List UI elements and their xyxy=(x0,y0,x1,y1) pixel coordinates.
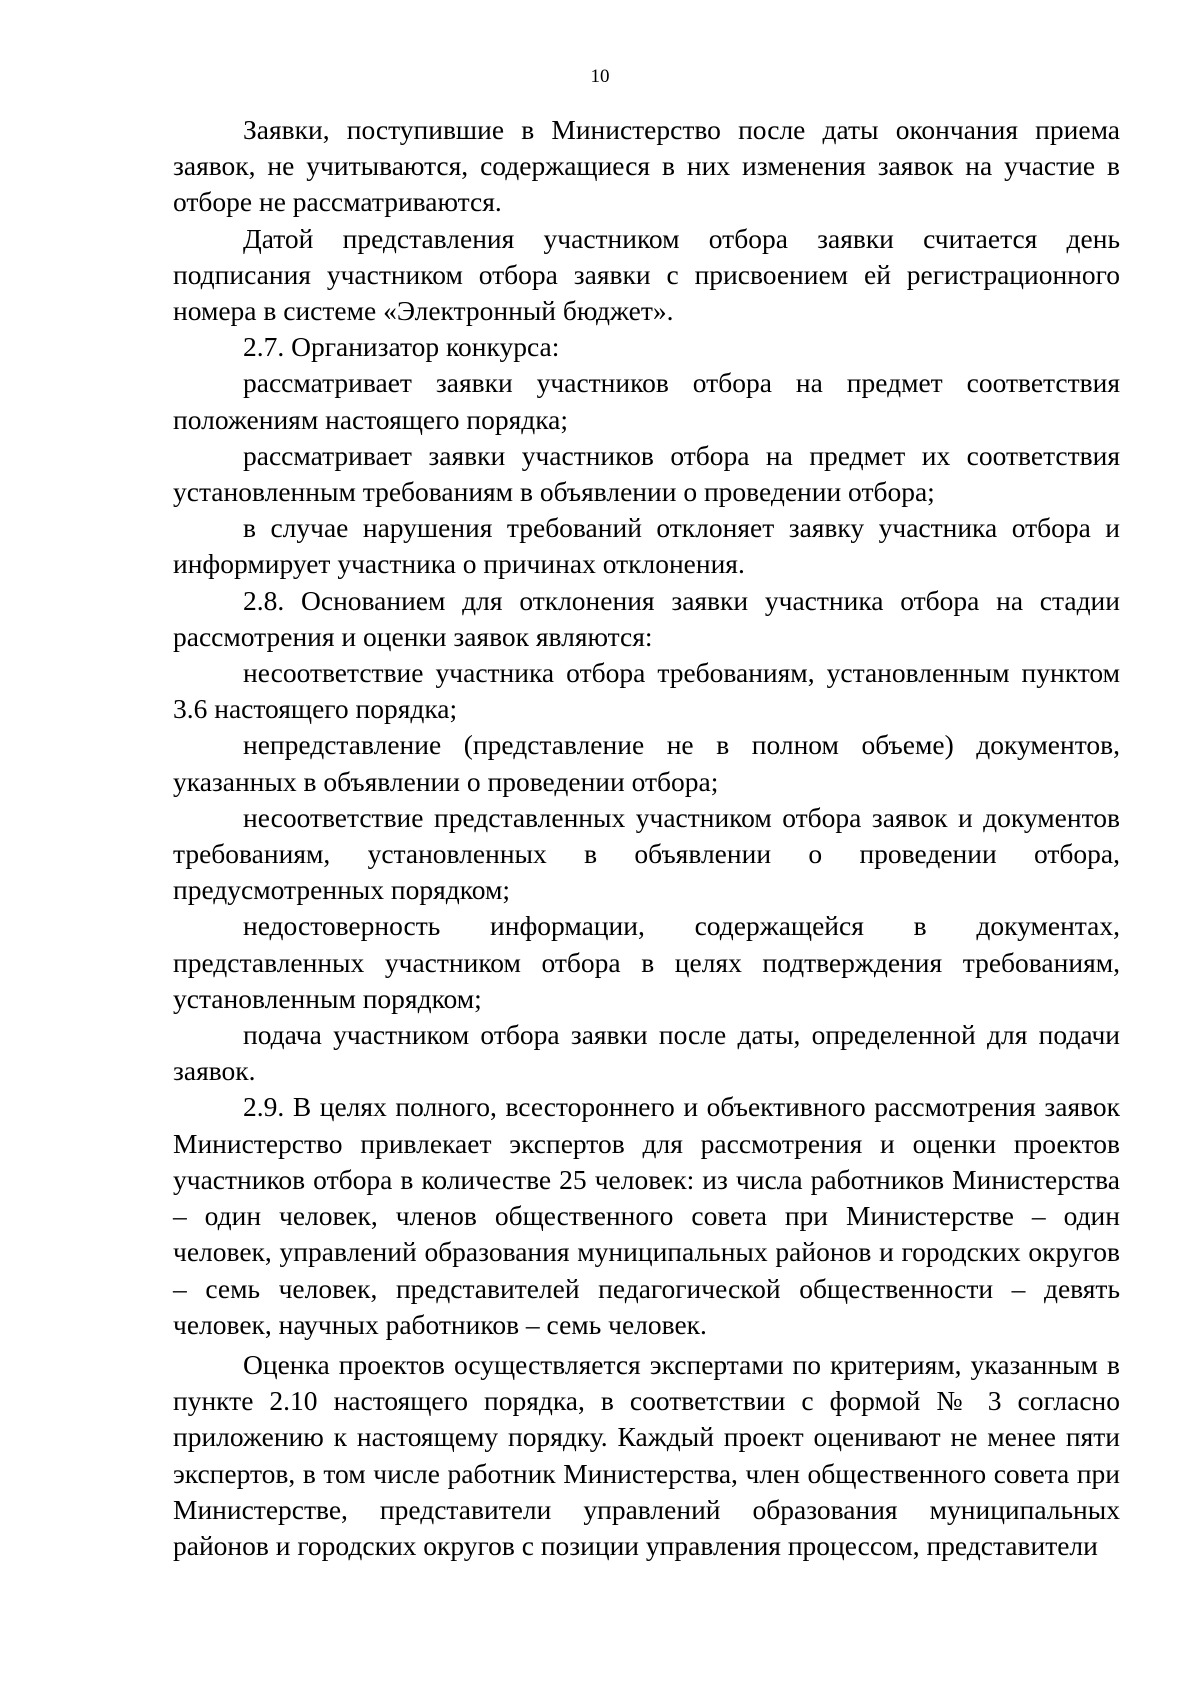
page-number: 10 xyxy=(590,66,610,87)
list-item: недостоверность информации, содержащейся в документах, представленных участником отбора в целях подтверждения требованиям, установленным порядком; xyxy=(173,910,1120,1014)
document-body xyxy=(173,112,1120,1564)
list-item: рассматривает заявки участников отбора на предмет соответствия положениям настоящего порядка; xyxy=(173,367,1120,435)
list-item: непредставление (представление не в полном объеме) документов, указанных в объявлении о проведении отбора; xyxy=(173,729,1120,797)
list-item: рассматривает заявки участников отбора на предмет их соответствия установленным требованиям в объявлении о проведении отбора; xyxy=(173,439,1120,508)
paragraph: Заявки, поступившие в Министерство после даты окончания приема заявок, не учитываются, содержащиеся в них изменения заявок на участие в отборе не рассматриваются. xyxy=(173,114,1120,218)
paragraph: 2.9. В целях полного, всестороннего и объективного рассмотрения заявок Министерство привлекает экспертов для рассмотрения и оценки проектов участников отбора в количестве 25 человек: из числа работников Министерства – один человек, членов общественного совета при Министерстве – один человек, управлений образования муниципальных районов и городских округов – семь человек, представителей педагогической общественности – девять человек, научных работников – семь человек. xyxy=(173,1091,1120,1340)
list-item: в случае нарушения требований отклоняет заявку участника отбора и информирует участника о причинах отклонения. xyxy=(173,512,1120,580)
paragraph: Датой представления участником отбора заявки считается день подписания участником отбора заявки с присвоением ей регистрационного номера в системе «Электронный бюджет». xyxy=(173,222,1120,327)
list-item: несоответствие участника отбора требованиям, установленным пунктом 3.6 настоящего порядка; xyxy=(173,657,1120,725)
list-item: несоответствие представленных участником отбора заявок и документов требованиям, установленных в объявлении о проведении отбора, предусмотренных порядком; xyxy=(173,801,1120,906)
paragraph: Оценка проектов осуществляется экспертами по критериям, указанным в пункте 2.10 настоящего порядка, в соответствии с формой № 3 согласно приложению к настоящему порядку. Каждый проект оценивают не менее пяти экспертов, в том числе работник Министерства, член общественного совета при Министерстве, представители управлений образования муниципальных районов и городских округов с позиции управления процессом, представители xyxy=(173,1348,1120,1561)
list-item: подача участником отбора заявки после даты, определенной для подачи заявок. xyxy=(173,1019,1120,1087)
section-heading: 2.7. Организатор конкурса: xyxy=(243,331,560,363)
paragraph: 2.8. Основанием для отклонения заявки участника отбора на стадии рассмотрения и оценки заявок являются: xyxy=(173,584,1120,652)
